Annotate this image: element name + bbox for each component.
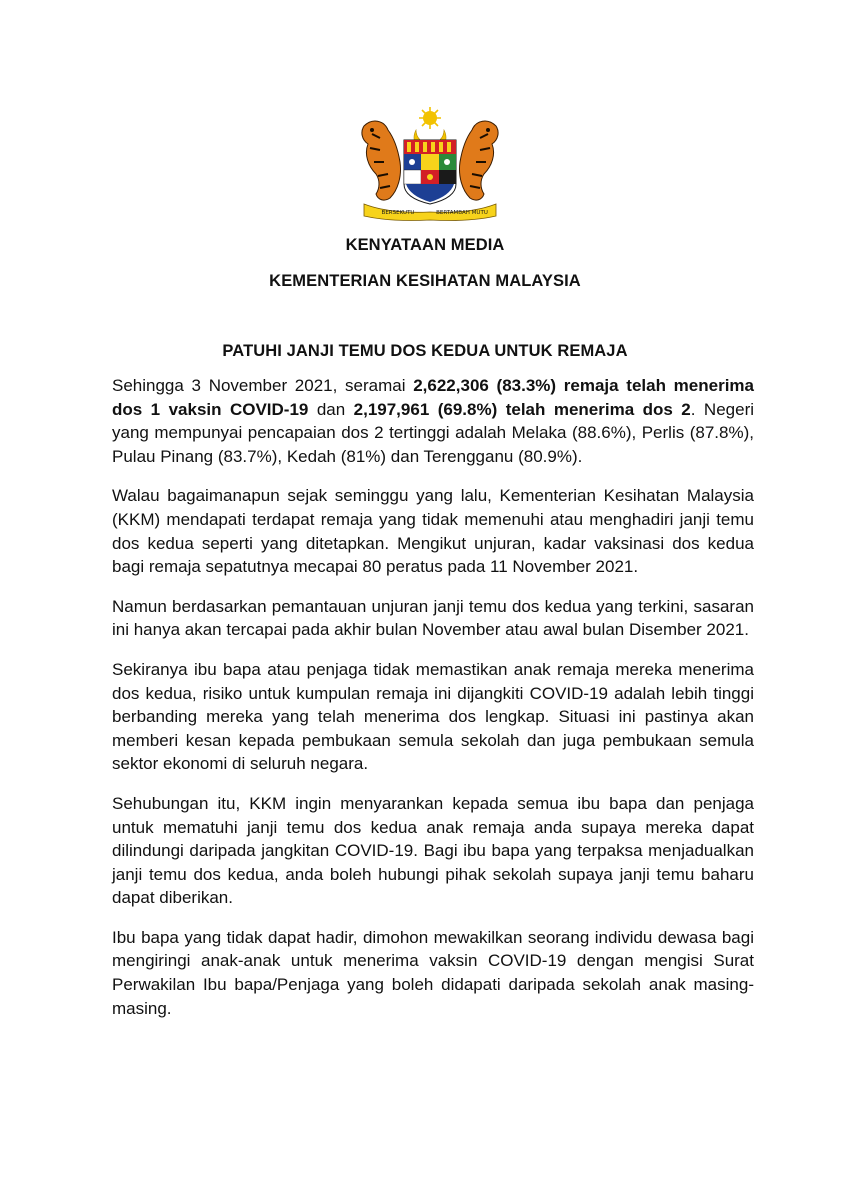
paragraph-4: Sekiranya ibu bapa atau penjaga tidak memastikan anak remaja mereka menerima dos kedua, risiko untuk kumpulan remaja ini dijangkiti COVID-19 adalah lebih tinggi berbanding mereka yang telah menerima dos lengkap. Situasi ini pastinya akan memberi kesan kepada pembukaan semula sekolah dan juga pembukaan semula sektor ekonomi di seluruh negara. xyxy=(112,659,754,774)
scroll-left-text: BERSEKUTU xyxy=(381,210,415,216)
paragraph-3: Namun berdasarkan pemantauan unjuran janji temu dos kedua yang terkini, sasaran ini hanya akan tercapai pada akhir bulan November atau awal bulan Disember 2021. xyxy=(112,596,754,640)
motto-scroll xyxy=(364,204,496,221)
p1-count-dose1: 2,622,306 xyxy=(413,376,489,395)
paragraph-5: Sehubungan itu, KKM ingin menyarankan kepada semua ibu bapa dan penjaga untuk mematuhi janji temu dos kedua anak remaja anda supaya mereka dapat dilindungi daripada jangkitan COVID-19. Bagi ibu bapa yang terpaksa menjadualkan janji temu dos kedua, anda boleh hubungi pihak sekolah supaya janji temu baharu dapat diberikan. xyxy=(112,793,754,908)
right-tiger-icon xyxy=(459,121,498,200)
coat-of-arms-emblem xyxy=(350,104,510,222)
document-title: PATUHI JANJI TEMU DOS KEDUA UNTUK REMAJA xyxy=(222,342,628,360)
shield-icon xyxy=(404,140,456,204)
p1-text-a: Sehingga 3 November 2021, seramai xyxy=(112,376,414,395)
p1-text-e: dan xyxy=(308,399,354,419)
paragraph-6: Ibu bapa yang tidak dapat hadir, dimohon mewakilkan seorang individu dewasa bagi mengiringi anak-anak untuk menerima vaksin COVID-19 dengan mengisi Surat Perwakilan Ibu bapa/Penjaga yang boleh didapati daripada sekolah anak masing-masing. xyxy=(112,927,754,1018)
header-line-2: KEMENTERIAN KESIHATAN MALAYSIA xyxy=(269,272,581,290)
paragraph-2: Walau bagaimanapun sejak seminggu yang lalu, Kementerian Kesihatan Malaysia (KKM) mendapati terdapat remaja yang tidak memenuhi atau menghadiri janji temu dos kedua seperti yang ditetapkan. Mengikut unjuran, kadar vaksinasi dos kedua bagi remaja sepatutnya mecapai 80 peratus pada 11 November 2021. xyxy=(112,486,754,577)
scroll-right-text: BERTAMBAH MUTU xyxy=(436,210,488,216)
star-icon xyxy=(419,107,441,129)
body-text xyxy=(112,374,754,1036)
paragraph-1 xyxy=(112,374,754,468)
p1-percent-dose2: (69.8%) xyxy=(429,399,506,419)
header-line-1: KENYATAAN MEDIA xyxy=(345,236,505,254)
p1-count-dose2: 2,197,961 xyxy=(353,399,430,419)
p1-percent-dose1: (83.3%) xyxy=(488,376,564,395)
p1-text-h: telah menerima dos 2 xyxy=(505,399,691,419)
p1-text-d: remaja telah menerima dos 1 vaksin COVID-19 xyxy=(112,376,754,419)
left-tiger-icon xyxy=(362,121,401,200)
p1-text-i: . Negeri yang mempunyai pencapaian dos 2 tertinggi adalah Melaka (88.6%), Perlis (87.8%), Pulau Pinang (83.7%), Kedah (81%) dan Terengganu (80.9%). xyxy=(112,399,755,466)
